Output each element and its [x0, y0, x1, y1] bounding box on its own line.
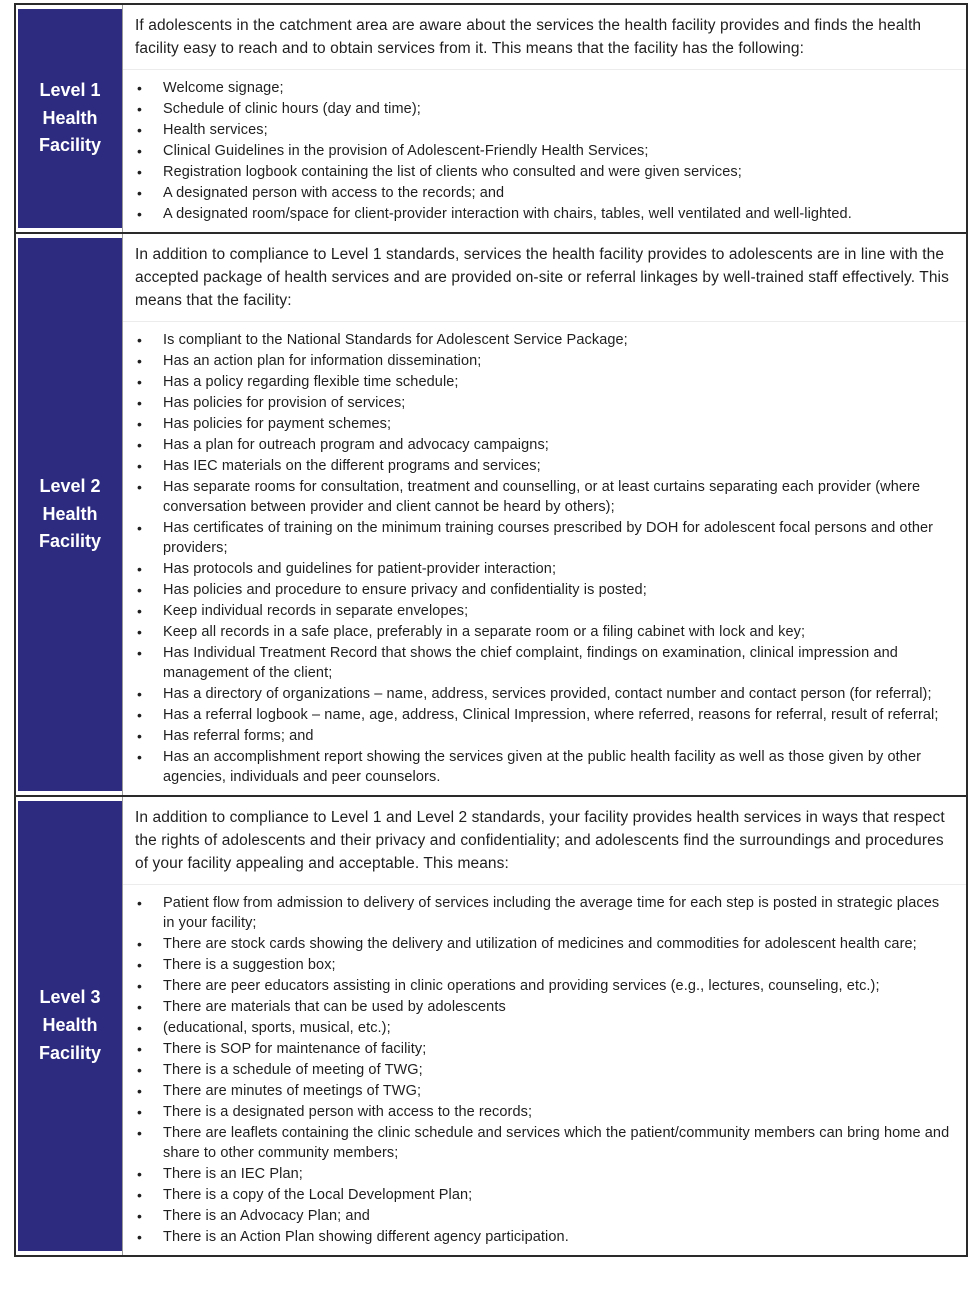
level-intro-text: If adolescents in the catchment area are aware about the services the health facility provides and finds the health facility easy to reach and to obtain services from it. This means that the facility has the following:	[135, 17, 922, 57]
level-label: Level 2 Health Facility	[38, 475, 102, 552]
level-content-cell	[123, 4, 968, 233]
level-header-shading	[18, 9, 122, 228]
level-header-cell	[15, 4, 123, 233]
level-header-shading	[18, 801, 122, 1251]
bullet-item: • Has policies for payment schemes;	[135, 414, 952, 434]
bullet-list	[135, 330, 952, 787]
bullet-item: • There are minutes of meetings of TWG;	[135, 1081, 952, 1101]
level-header-shading	[18, 238, 122, 791]
bullet-item: • Has policies and procedure to ensure privacy and confidentiality is posted;	[135, 580, 952, 600]
bullet-item: • Has an accomplishment report showing the services given at the public health facility as well as those given by other agencies, individuals and peer counselors.	[135, 747, 952, 787]
bullet-item: • There are leaflets containing the clinic schedule and services which the patient/community members can bring home and share to other community members;	[135, 1123, 952, 1163]
bullet-item: • Has a plan for outreach program and advocacy campaigns;	[135, 435, 952, 455]
bullet-item: • Patient flow from admission to delivery of services including the average time for each step is posted in strategic places in your facility;	[135, 893, 952, 933]
bullet-item: • Is compliant to the National Standards for Adolescent Service Package;	[135, 330, 952, 350]
level-header-cell	[15, 796, 123, 1256]
bullet-item: • Has Individual Treatment Record that shows the chief complaint, findings on examination, clinical impression and management of the client;	[135, 643, 952, 683]
bullet-item: • Has IEC materials on the different programs and services;	[135, 456, 952, 476]
level-content-cell	[123, 233, 968, 796]
level-header-cell	[15, 233, 123, 796]
health-facility-levels-table	[14, 3, 968, 1257]
bullet-item: • A designated person with access to the records; and	[135, 183, 952, 203]
bullet-item: • Registration logbook containing the list of clients who consulted and were given services;	[135, 162, 952, 182]
bullet-item: • Keep individual records in separate envelopes;	[135, 601, 952, 621]
bullet-item: • Schedule of clinic hours (day and time);	[135, 99, 952, 119]
level-content-cell	[123, 796, 968, 1256]
bullet-item: • A designated room/space for client-provider interaction with chairs, tables, well ventilated and well-lighted.	[135, 204, 952, 224]
level-intro-text: In addition to compliance to Level 1 and Level 2 standards, your facility provides health services in ways that respect the rights of adolescents and their privacy and confidentiality; and adolescents find the surroundings and procedures of your facility appealing and acceptable. This means:	[135, 809, 945, 872]
bullet-item: • Has a directory of organizations – name, address, services provided, contact number and contact person (for referral);	[135, 684, 952, 704]
table-row	[15, 4, 967, 233]
bullet-item: • There is a copy of the Local Development Plan;	[135, 1185, 952, 1205]
bullet-item: • (educational, sports, musical, etc.);	[135, 1018, 952, 1038]
level-intro-text: In addition to compliance to Level 1 standards, services the health facility provides to adolescents are in line with the accepted package of health services and are provided on-site or referral linkages by well-trained staff effectively. This means that the facility:	[135, 246, 949, 309]
bullet-list	[135, 893, 952, 1247]
intro-bullets-divider	[123, 69, 966, 70]
bullet-item: • Has a policy regarding flexible time schedule;	[135, 372, 952, 392]
bullet-item: • Has certificates of training on the minimum training courses prescribed by DOH for adolescent focal persons and other providers;	[135, 518, 952, 558]
bullet-item: • Keep all records in a safe place, preferably in a separate room or a filing cabinet with lock and key;	[135, 622, 952, 642]
bullet-item: • There are materials that can be used by adolescents	[135, 997, 952, 1017]
table-row	[15, 796, 967, 1256]
bullet-item: • Welcome signage;	[135, 78, 952, 98]
bullet-item: • There is an IEC Plan;	[135, 1164, 952, 1184]
intro-bullets-divider	[123, 884, 966, 885]
intro-bullets-divider	[123, 321, 966, 322]
level-label: Level 1 Health Facility	[38, 79, 102, 156]
bullet-item: • Has policies for provision of services;	[135, 393, 952, 413]
bullet-list	[135, 78, 952, 224]
bullet-item: • There is SOP for maintenance of facility;	[135, 1039, 952, 1059]
bullet-item: • Health services;	[135, 120, 952, 140]
level-label: Level 3 Health Facility	[38, 987, 102, 1063]
bullet-item: • There is a designated person with access to the records;	[135, 1102, 952, 1122]
bullet-item: • Has protocols and guidelines for patient-provider interaction;	[135, 559, 952, 579]
bullet-item: • Clinical Guidelines in the provision of Adolescent-Friendly Health Services;	[135, 141, 952, 161]
bullet-item: • There are stock cards showing the delivery and utilization of medicines and commodities for adolescent health care;	[135, 934, 952, 954]
bullet-item: • There is a schedule of meeting of TWG;	[135, 1060, 952, 1080]
table-row	[15, 233, 967, 796]
bullet-item: • There is a suggestion box;	[135, 955, 952, 975]
bullet-item: • Has separate rooms for consultation, treatment and counselling, or at least curtains separating each provider (where conversation between provider and client cannot be heard by others);	[135, 477, 952, 517]
bullet-item: • Has an action plan for information dissemination;	[135, 351, 952, 371]
bullet-item: • Has referral forms; and	[135, 726, 952, 746]
bullet-item: • There is an Advocacy Plan; and	[135, 1206, 952, 1226]
bullet-item: • Has a referral logbook – name, age, address, Clinical Impression, where referred, reasons for referral, result of referral;	[135, 705, 952, 725]
bullet-item: • There is an Action Plan showing different agency participation.	[135, 1227, 952, 1247]
bullet-item: • There are peer educators assisting in clinic operations and providing services (e.g., lectures, counseling, etc.);	[135, 976, 952, 996]
table-body	[15, 4, 967, 1256]
